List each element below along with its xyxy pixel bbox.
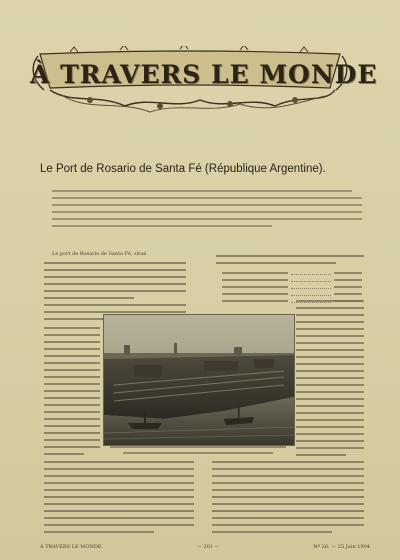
page-footer [40,544,370,550]
footer-page-number: — 201 — [196,544,220,550]
masthead-title: À TRAVERS LE MONDE [30,60,378,89]
photo-caption [104,446,292,458]
port-photograph [103,314,295,446]
masthead [30,46,378,116]
right-column-narrow [296,300,364,461]
article-title: Le Port de Rosario de Santa Fé (République Argentine). [40,163,326,175]
port-photo-image [104,315,294,445]
intro-paragraph [52,190,362,232]
left-column-bottom [44,461,194,538]
footer-publication: À TRAVERS LE MONDE. [40,544,104,550]
left-column-narrow [44,327,100,460]
right-column-bottom [212,461,364,538]
footer-issue: Nº 26. — 25 Juin 1904 [313,544,370,550]
right-column-top [216,255,364,269]
opening-words: Le port de Rosario de Santa Fé, situé [52,251,147,257]
